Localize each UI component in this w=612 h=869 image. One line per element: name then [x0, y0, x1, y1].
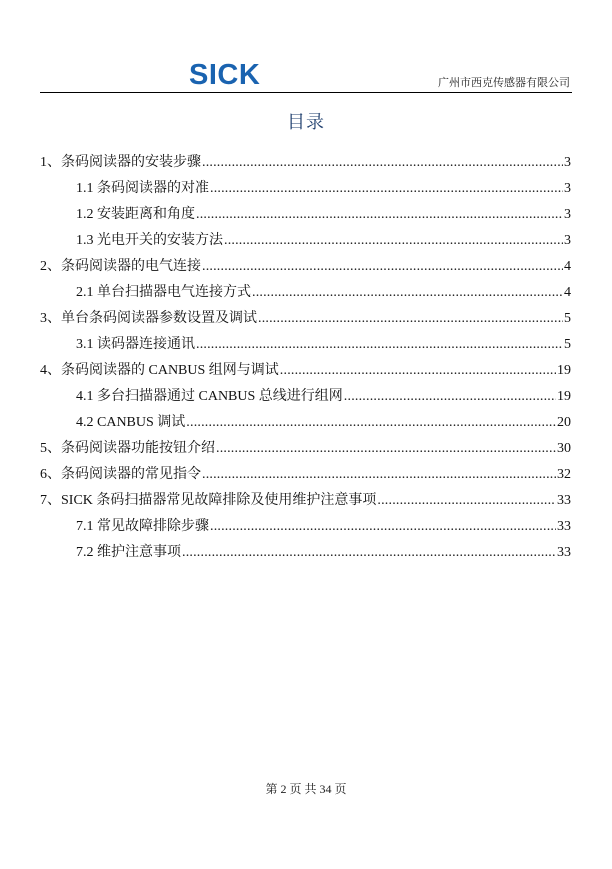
toc-leader: [344, 384, 556, 410]
toc-entry-text: 7.1 常见故障排除步骤: [76, 519, 209, 534]
toc-page-number: 19: [557, 389, 571, 404]
toc-entry-text: 4.1 多台扫描器通过 CANBUS 总线进行组网: [76, 389, 343, 404]
toc-leader: [196, 332, 563, 358]
toc-entry[interactable]: [40, 488, 571, 514]
toc-subentry[interactable]: [40, 384, 571, 410]
sick-logo: SICK: [189, 59, 261, 91]
toc-leader: [196, 202, 563, 228]
toc-page-number: 5: [564, 337, 571, 352]
toc-subentry[interactable]: [40, 332, 571, 358]
toc-subentry[interactable]: [40, 228, 571, 254]
toc-subentry[interactable]: [40, 280, 571, 306]
toc-entry-text: 2、条码阅读器的电气连接: [40, 259, 201, 274]
toc-leader: [377, 488, 556, 514]
toc-entry-text: 3.1 读码器连接通讯: [76, 337, 195, 352]
toc-page-number: 20: [557, 415, 571, 430]
table-of-contents: [40, 150, 571, 566]
toc-entry-text: 5、条码阅读器功能按钮介绍: [40, 441, 215, 456]
toc-page-number: 3: [564, 207, 571, 222]
toc-leader: [186, 410, 556, 436]
toc-entry-text: 7.2 维护注意事项: [76, 545, 181, 560]
toc-entry[interactable]: [40, 254, 571, 280]
toc-entry-text: 3、单台条码阅读器参数设置及调试: [40, 311, 257, 326]
toc-leader: [224, 228, 563, 254]
toc-leader: [280, 358, 556, 384]
toc-leader: [252, 280, 563, 306]
toc-entry-text: 1.2 安装距离和角度: [76, 207, 195, 222]
toc-page-number: 30: [557, 441, 571, 456]
toc-entry-text: 6、条码阅读器的常见指令: [40, 467, 201, 482]
toc-title: 目录: [287, 112, 325, 133]
toc-entry-text: 1、条码阅读器的安装步骤: [40, 155, 201, 170]
toc-leader: [202, 462, 556, 488]
toc-subentry[interactable]: [40, 202, 571, 228]
toc-page-number: 5: [564, 311, 571, 326]
toc-page-number: 33: [557, 545, 571, 560]
page-footer: 第 2 页 共 34 页: [265, 782, 347, 796]
toc-leader: [202, 254, 563, 280]
toc-page-number: 3: [564, 155, 571, 170]
toc-leader: [258, 306, 563, 332]
toc-page-number: 4: [564, 285, 571, 300]
toc-entry[interactable]: [40, 358, 571, 384]
toc-page-number: 3: [564, 181, 571, 196]
toc-page-number: 33: [557, 519, 571, 534]
toc-page-number: 3: [564, 233, 571, 248]
company-name: 广州市西克传感器有限公司: [438, 77, 570, 89]
toc-subentry[interactable]: [40, 176, 571, 202]
toc-entry-text: 4、条码阅读器的 CANBUS 组网与调试: [40, 363, 279, 378]
toc-entry[interactable]: [40, 436, 571, 462]
toc-entry[interactable]: [40, 150, 571, 176]
toc-page-number: 4: [564, 259, 571, 274]
toc-leader: [210, 514, 556, 540]
toc-leader: [216, 436, 556, 462]
toc-page-number: 33: [557, 493, 571, 508]
toc-leader: [202, 150, 563, 176]
toc-subentry[interactable]: [40, 540, 571, 566]
header-divider: [40, 92, 572, 93]
toc-entry-text: 7、SICK 条码扫描器常见故障排除及使用维护注意事项: [40, 493, 377, 508]
toc-page-number: 32: [557, 467, 571, 482]
toc-leader: [182, 540, 556, 566]
toc-entry-text: 1.3 光电开关的安装方法: [76, 233, 223, 248]
toc-subentry[interactable]: [40, 514, 571, 540]
toc-entry-text: 2.1 单台扫描器电气连接方式: [76, 285, 251, 300]
toc-page-number: 19: [557, 363, 571, 378]
toc-entry-text: 4.2 CANBUS 调试: [76, 415, 186, 430]
toc-entry[interactable]: [40, 306, 571, 332]
toc-subentry[interactable]: [40, 410, 571, 436]
toc-leader: [210, 176, 563, 202]
toc-entry-text: 1.1 条码阅读器的对准: [76, 181, 209, 196]
toc-entry[interactable]: [40, 462, 571, 488]
